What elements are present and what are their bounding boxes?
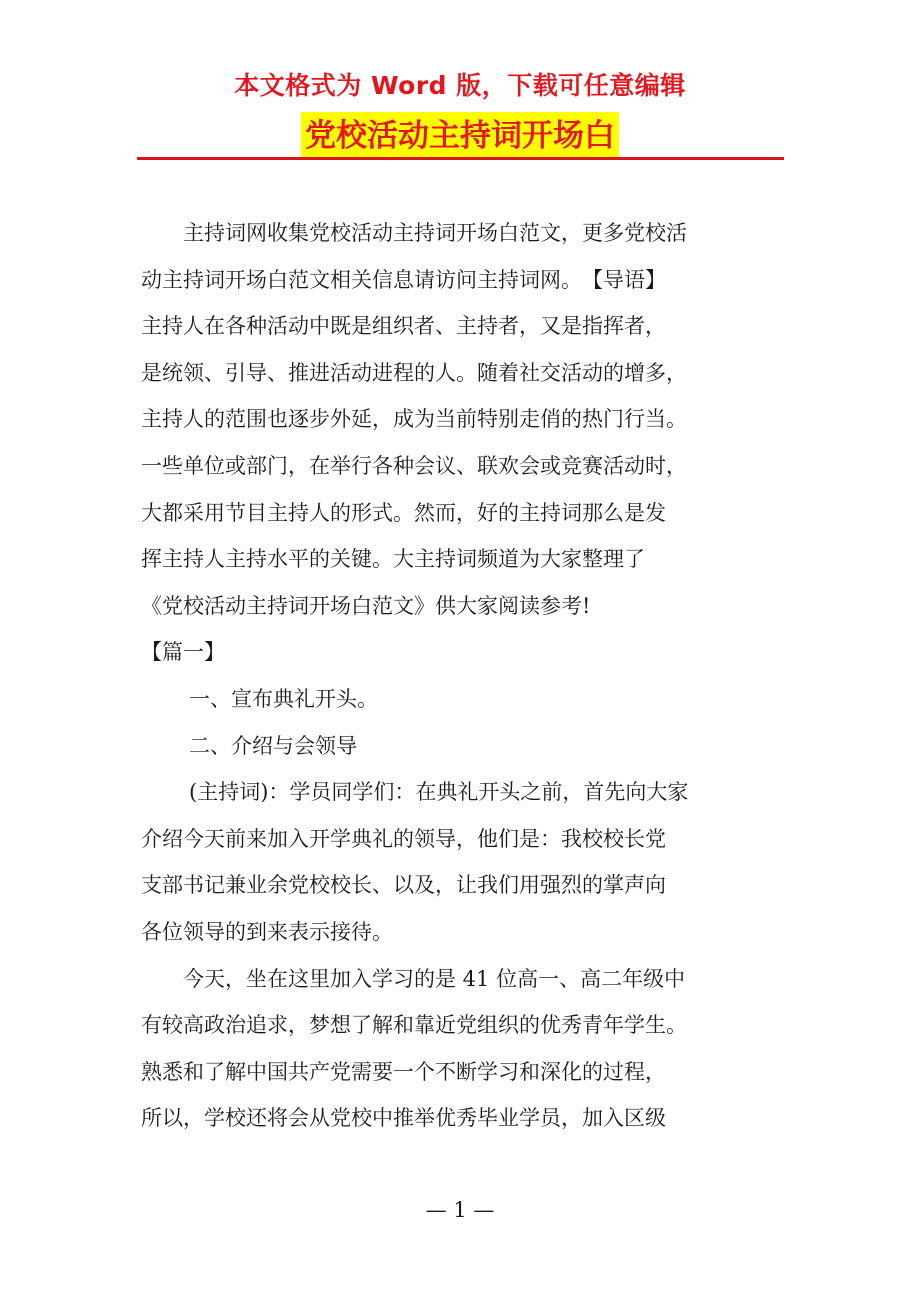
format-notice: 本文格式为 Word 版，下载可任意编辑: [234, 71, 686, 100]
step-two: 二、介绍与会领导: [189, 733, 357, 758]
text-line: 今天，坐在这里加入学习的是 41 位高一、高二年级中: [183, 966, 686, 991]
text-line: 《党校活动主持词开场白范文》供大家阅读参考!: [141, 593, 591, 618]
step-one: 一、宣布典礼开头。: [189, 686, 378, 711]
text-line: 有较高政治追求，梦想了解和靠近党组织的优秀青年学生。: [141, 1013, 687, 1038]
title-divider: [137, 157, 784, 160]
section-heading: 【篇一】: [141, 640, 225, 665]
text-line: 支部书记兼业余党校校长、以及，让我们用强烈的掌声向: [141, 873, 666, 898]
text-line: 主持人的范围也逐步外延，成为当前特别走俏的热门行当。: [141, 407, 687, 432]
title-wrap: [0, 112, 920, 160]
text-line: 所以，学校还将会从党校中推举优秀毕业学员，加入区级: [141, 1106, 666, 1131]
text-line: 各位领导的到来表示接待。: [141, 919, 393, 944]
text-line: 动主持词开场白范文相关信息请访问主持词网。 【导语】: [141, 267, 666, 292]
text-line: 熟悉和了解中国共产党需要一个不断学习和深化的过程，: [141, 1059, 666, 1084]
text-line: (主持词)：学员同学们：在典礼开头之前，首先向大家: [189, 780, 689, 805]
text-line: 主持词网收集党校活动主持词开场白范文，更多党校活: [183, 221, 687, 245]
text-line: 大都采用节目主持人的形式。然而，好的主持词那么是发: [141, 500, 666, 525]
document-body: [141, 210, 777, 1142]
page-number: — 1 —: [425, 1198, 495, 1222]
text-line: 挥主持人主持水平的关键。大主持词频道为大家整理了: [141, 547, 645, 572]
text-line: 介绍今天前来加入开学典礼的领导，他们是：我校校长党: [141, 826, 666, 851]
document-title: 党校活动主持词开场白: [301, 112, 619, 160]
text-line: 主持人在各种活动中既是组织者、主持者，又是指挥者，: [141, 314, 666, 339]
text-line: 是统领、引导、推进活动进程的人。随着社交活动的增多，: [141, 360, 687, 385]
text-line: 一些单位或部门，在举行各种会议、联欢会或竞赛活动时，: [141, 453, 687, 478]
